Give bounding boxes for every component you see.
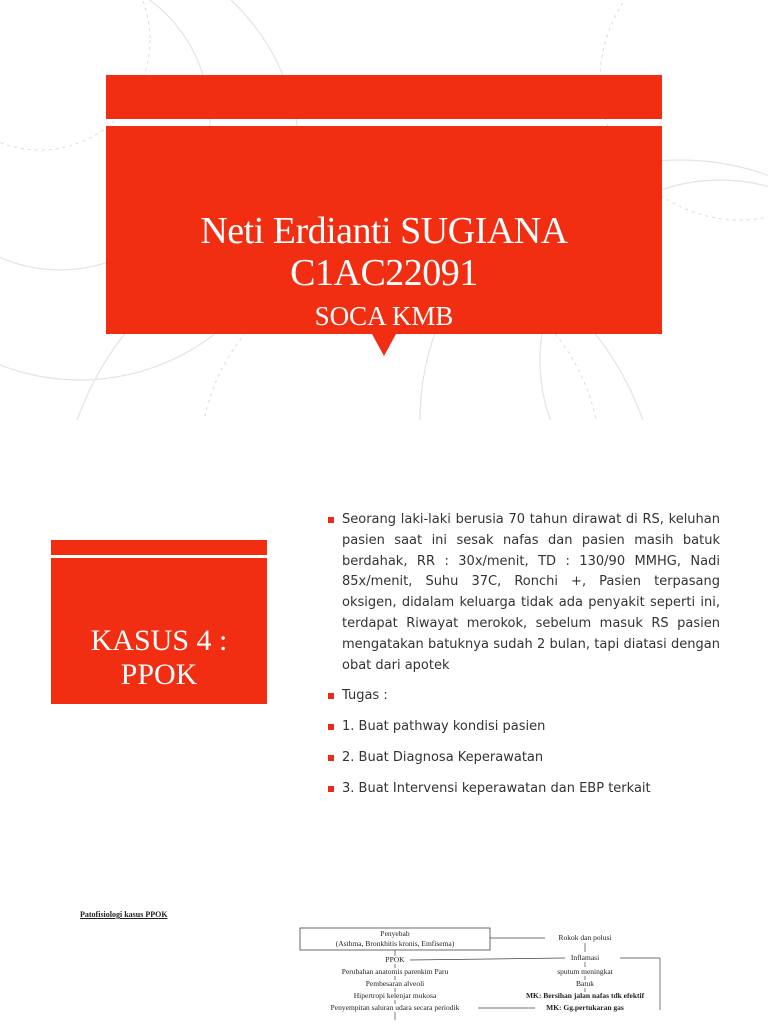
bullet-text: 1. Buat pathway kondisi pasien bbox=[342, 719, 546, 735]
pathway-diagram bbox=[0, 860, 768, 1024]
title-box bbox=[106, 126, 662, 334]
bullet-text: Tugas : bbox=[342, 688, 388, 704]
connector bbox=[410, 958, 565, 960]
case-title-line-2: PPOK bbox=[120, 658, 198, 691]
node-batuk: Batuk bbox=[576, 979, 594, 988]
header-accent-bar bbox=[106, 75, 662, 119]
node-sputum: sputum meningkat bbox=[557, 967, 613, 976]
node-ppok: PPOK bbox=[385, 955, 405, 964]
node-inflamasi: Inflamasi bbox=[570, 953, 600, 962]
bullet-icon bbox=[328, 786, 334, 792]
case-slide bbox=[0, 430, 768, 850]
pointer-triangle bbox=[372, 334, 396, 356]
pathway-title: Patofisiologi kasus PPOK bbox=[80, 910, 168, 919]
node-rokok: Rokok dan polusi bbox=[558, 933, 612, 942]
bullet-icon bbox=[328, 517, 334, 523]
slide-separator bbox=[0, 850, 768, 860]
author-name: Neti Erdianti SUGIANA bbox=[200, 210, 568, 252]
list-item bbox=[328, 686, 720, 707]
list-item bbox=[328, 748, 720, 769]
case-title bbox=[51, 624, 267, 692]
bullet-text: Seorang laki-laki berusia 70 tahun dirawat di RS, keluhan pasien saat ini sesak nafas dan pasien masih batuk berdahak, RR : 30x/menit, TD : 130/90 MMHG, Nadi 85x/menit, Suhu 37C, Ronchi +, Pasien terpasang oksigen, didalam keluarga tidak ada penyakit seperti ini, terdapat Riwayat merokok, sebelum masuk RS pasien mengatakan batuknya sudah 2 bulan, tapi diatasi dengan obat dari apotek bbox=[342, 512, 720, 673]
case-bullet-list bbox=[328, 510, 720, 810]
bullet-icon bbox=[328, 724, 334, 730]
subtitle: SOCA KMB bbox=[314, 301, 454, 331]
node-mk1: MK: Bersihan jalan nafas tdk efektif bbox=[525, 991, 645, 1000]
slide-separator bbox=[0, 420, 768, 430]
student-id: C1AC22091 bbox=[290, 252, 478, 294]
bullet-text: 3. Buat Intervensi keperawatan dan EBP terkait bbox=[342, 780, 651, 796]
case-title-line-1: KASUS 4 : bbox=[90, 624, 228, 657]
case-box bbox=[51, 540, 267, 704]
bullet-icon bbox=[328, 693, 334, 699]
node-pembesaran: Pembesaran alveoli bbox=[365, 979, 425, 988]
list-item bbox=[328, 779, 720, 800]
node-hipertropi: Hipertropi kelenjar mukosa bbox=[353, 991, 437, 1000]
node-perubahan: Perubahan anatomis parenkim Paru bbox=[341, 967, 449, 976]
node-penyebab: Penyebab bbox=[380, 929, 410, 938]
list-item bbox=[328, 717, 720, 738]
node-penyebab-sub: (Asthma, Bronkhitis kronis, Emfisema) bbox=[335, 939, 455, 948]
list-item bbox=[328, 510, 720, 676]
node-penyempitan: Penyempitan saluran udara secara periodik bbox=[330, 1003, 460, 1012]
bullet-text: 2. Buat Diagnosa Keperawatan bbox=[342, 749, 544, 765]
pathway-slide bbox=[0, 860, 768, 1024]
node-mk2: MK: Gg.pertukaran gas bbox=[546, 1003, 624, 1012]
bullet-icon bbox=[328, 755, 334, 761]
title-slide bbox=[0, 0, 768, 420]
